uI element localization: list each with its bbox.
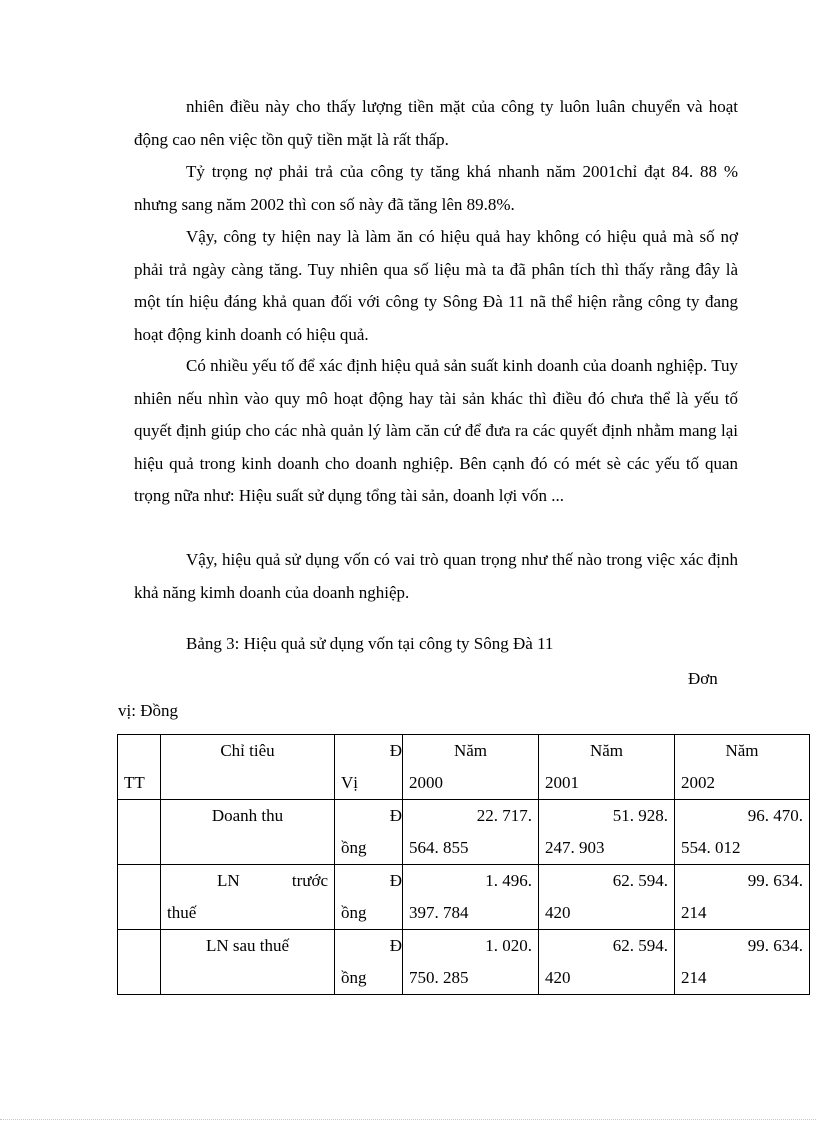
cell-unit: Đ ồng [335,930,403,995]
unit-label-part2: vị: Đồng [118,701,178,720]
header-don-vi: Đ Vị [335,735,403,800]
cell-unit: Đ ồng [335,865,403,930]
unit-label-part1: Đơn [688,669,718,688]
table-row [118,865,810,930]
cell-2001: 62. 594. 420 [539,930,675,995]
cell-2000: 1. 020. 750. 285 [403,930,539,995]
cell-unit: Đ ồng [335,800,403,865]
header-tt: TT [118,735,161,800]
table-header-row [118,735,810,800]
table-row [118,800,810,865]
cell-tt [118,865,161,930]
cell-name: LN sau thuế [161,930,335,995]
cell-2000: 22. 717. 564. 855 [403,800,539,865]
cell-name: LN trước thuế [161,865,335,930]
table-row [118,930,810,995]
cell-tt [118,800,161,865]
efficiency-table [117,734,810,995]
cell-2001: 51. 928. 247. 903 [539,800,675,865]
header-year-2000: Năm 2000 [403,735,539,800]
paragraph-5: Vậy, hiệu quả sử dụng vốn có vai trò quan trọng như thế nào trong việc xác định khả năng kimh doanh của doanh nghiệp. [134,550,738,602]
cell-2002: 99. 634. 214 [675,865,810,930]
paragraph-1: nhiên điều này cho thấy lượng tiền mặt của công ty luôn luân chuyển và hoạt động cao nên việc tồn quỹ tiền mặt là rất thấp. [134,97,738,149]
cell-2000: 1. 496. 397. 784 [403,865,539,930]
paragraph-4: Có nhiều yếu tố để xác định hiệu quả sản suất kinh doanh của doanh nghiệp. Tuy nhiên nếu nhìn vào quy mô hoạt động hay tài sản khác thì điều đó chưa thể là yếu tố quyết định giúp cho các nhà quản lý làm căn cứ để đưa ra các quyết định nhằm mang lại hiệu quả trong kinh doanh cho doanh nghiệp. Bên cạnh đó có mét sè các yếu tố quan trọng nữa như: Hiệu suất sử dụng tổng tài sản, doanh lợi vốn ... [134,356,738,505]
header-chi-tieu: Chỉ tiêu [161,735,335,800]
paragraph-3: Vậy, công ty hiện nay là làm ăn có hiệu quả hay không có hiệu quả mà số nợ phải trả ngày càng tăng. Tuy nhiên qua số liệu mà ta đã phân tích thì thấy rằng đây là một tín hiệu đáng khả quan đối với công ty Sông Đà 11 nã thể hiện rằng công ty đang hoạt động kinh doanh có hiệu quả. [134,227,738,344]
header-year-2002: Năm 2002 [675,735,810,800]
paragraph-2: Tỷ trọng nợ phải trả của công ty tăng khá nhanh năm 2001chỉ đạt 84. 88 % nhưng sang năm 2002 thì con số này đã tăng lên 89.8%. [134,162,738,214]
page-footer-divider [0,1119,816,1120]
table-caption: Bảng 3: Hiệu quả sử dụng vốn tại công ty Sông Đà 11 [186,634,554,653]
cell-name: Doanh thu [161,800,335,865]
header-year-2001: Năm 2001 [539,735,675,800]
cell-2002: 96. 470. 554. 012 [675,800,810,865]
cell-2002: 99. 634. 214 [675,930,810,995]
cell-tt [118,930,161,995]
cell-2001: 62. 594. 420 [539,865,675,930]
